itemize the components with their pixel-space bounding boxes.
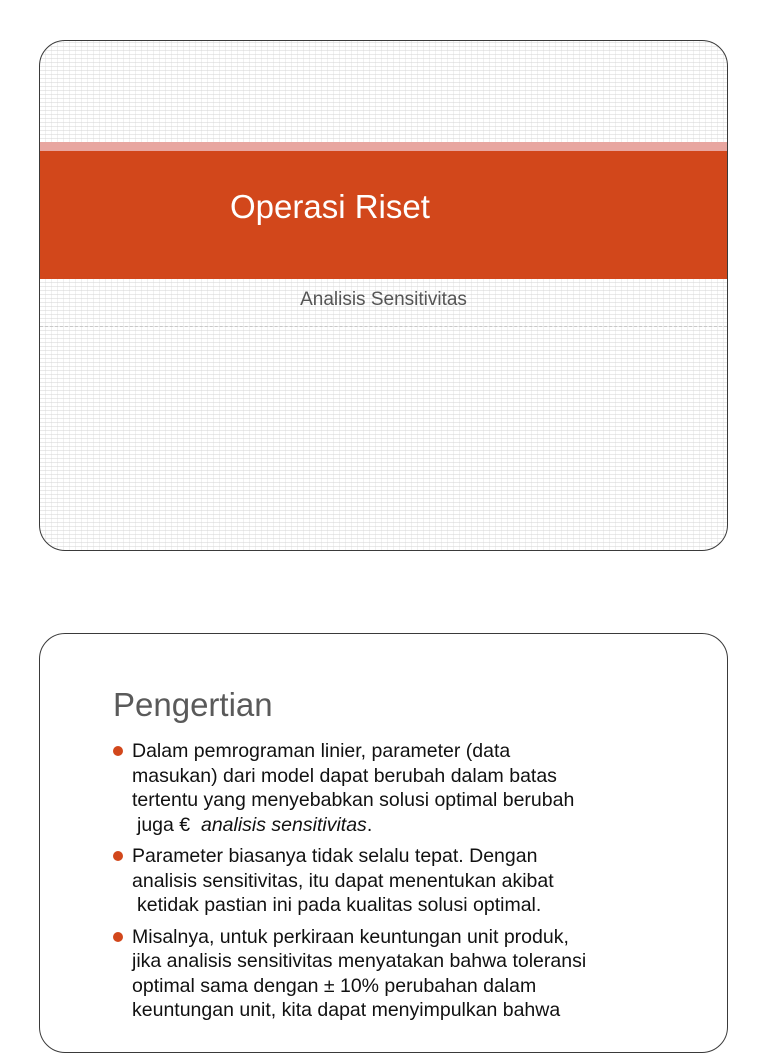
bullet-item: [113, 844, 713, 918]
bullet-item: [113, 925, 713, 1023]
bullet-line: ketidak pastian ini pada kualitas solusi optimal.: [137, 894, 542, 916]
bullet-line-prefix: juga €: [137, 813, 191, 836]
bullet-dot-icon: [113, 746, 123, 756]
bullet-line: analisis sensitivitas, itu dapat menentukan akibat: [132, 869, 554, 892]
bullet-line: Misalnya, untuk perkiraan keuntungan unit produk,: [132, 925, 569, 948]
bullet-line: jika analisis sensitivitas menyatakan bahwa toleransi: [132, 950, 587, 972]
bullet-line: optimal sama dengan ± 10% perubahan dalam: [132, 974, 537, 997]
bullet-list: [113, 739, 713, 1030]
title-band-accent: [40, 142, 727, 151]
subtitle-divider: [40, 326, 727, 327]
slide-subtitle: Analisis Sensitivitas: [300, 289, 467, 310]
title-slide: [39, 40, 728, 551]
emphasized-term: analisis sensitivitas: [200, 813, 367, 836]
slide-title: Operasi Riset: [230, 188, 430, 225]
bullet-line: tertentu yang menyebabkan solusi optimal berubah: [132, 789, 575, 811]
bullet-line: [132, 813, 713, 838]
bullet-dot-icon: [113, 932, 123, 942]
bullet-line: Parameter biasanya tidak selalu tepat. Dengan: [132, 845, 538, 867]
slide-heading: Pengertian: [113, 686, 273, 723]
bullet-item: [113, 739, 713, 837]
bullet-line: masukan) dari model dapat berubah dalam batas: [132, 764, 557, 787]
bullet-dot-icon: [113, 851, 123, 861]
content-slide: [39, 633, 728, 1053]
bullet-line: keuntungan unit, kita dapat menyimpulkan bahwa: [132, 999, 561, 1021]
bullet-line: Dalam pemrograman linier, parameter (data: [132, 740, 511, 762]
bullet-line-suffix: .: [366, 813, 373, 836]
